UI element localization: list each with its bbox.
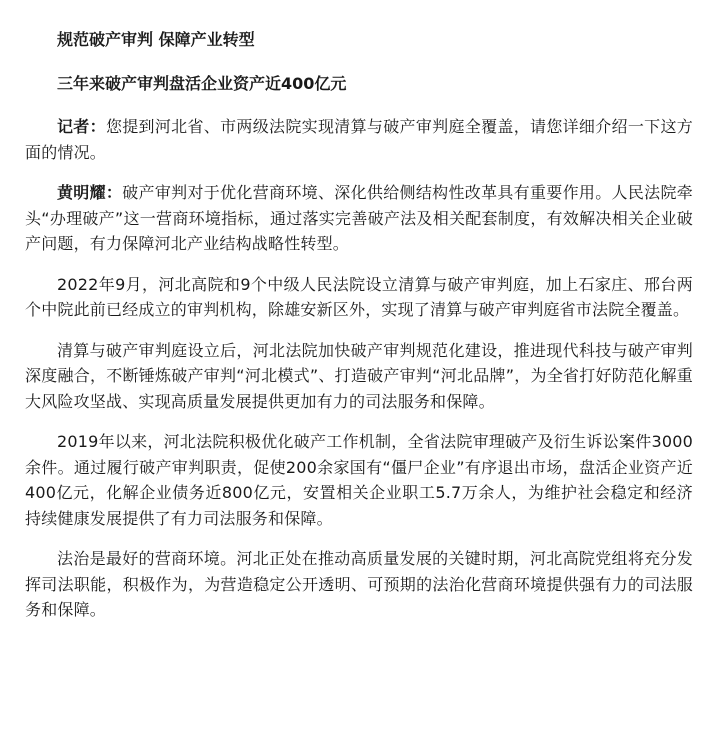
answer-paragraph — [25, 180, 693, 257]
question-text: 您提到河北省、市两级法院实现清算与破产审判庭全覆盖，请您详细介绍一下这方面的情况。 — [25, 117, 693, 162]
answer-text: 破产审判对于优化营商环境、深化供给侧结构性改革具有重要作用。人民法院牵头“办理破产”这一营商环境指标，通过落实完善破产法及相关配套制度，有效解决相关企业破产问题，有力保障河北产业结构战略性转型。 — [25, 183, 693, 253]
question-paragraph — [25, 114, 693, 165]
paragraph-since-2019: 2019年以来，河北法院积极优化破产工作机制，全省法院审理破产及衍生诉讼案件3000余件。通过履行破产审判职责，促使200余家国有“僵尸企业”有序退出市场，盘活企业资产近400亿元，化解企业债务近800亿元，安置相关企业职工5.7万余人，为维护社会稳定和经济持续健康发展提供了有力司法服务和保障。 — [25, 432, 693, 528]
section-heading: 规范破产审判 保障产业转型 — [57, 30, 255, 49]
speaker-reporter: 记者： — [57, 117, 106, 136]
paragraph-court-construction: 清算与破产审判庭设立后，河北法院加快破产审判规范化建设，推进现代科技与破产审判深度融合，不断锤炼破产审判“河北模式”、打造破产审判“河北品牌”，为全省打好防范化解重大风险攻坚战、实现高质量发展提供更加有力的司法服务和保障。 — [25, 340, 693, 411]
paragraph-rule-of-law: 法治是最好的营商环境。河北正处在推动高质量发展的关键时期，河北高院党组将充分发挥司法职能，积极作为，为营造稳定公开透明、可预期的法治化营商环境提供强有力的司法服务和保障。 — [25, 549, 693, 619]
speaker-huang-mingyao: 黄明耀： — [57, 183, 123, 202]
sub-heading: 三年来破产审判盘活企业资产近400亿元 — [57, 74, 347, 93]
paragraph-2022: 2022年9月，河北高院和9个中级人民法院设立清算与破产审判庭，加上石家庄、邢台两个中院此前已经成立的审判机构，除雄安新区外，实现了清算与破产审判庭省市法院全覆盖。 — [25, 274, 693, 319]
